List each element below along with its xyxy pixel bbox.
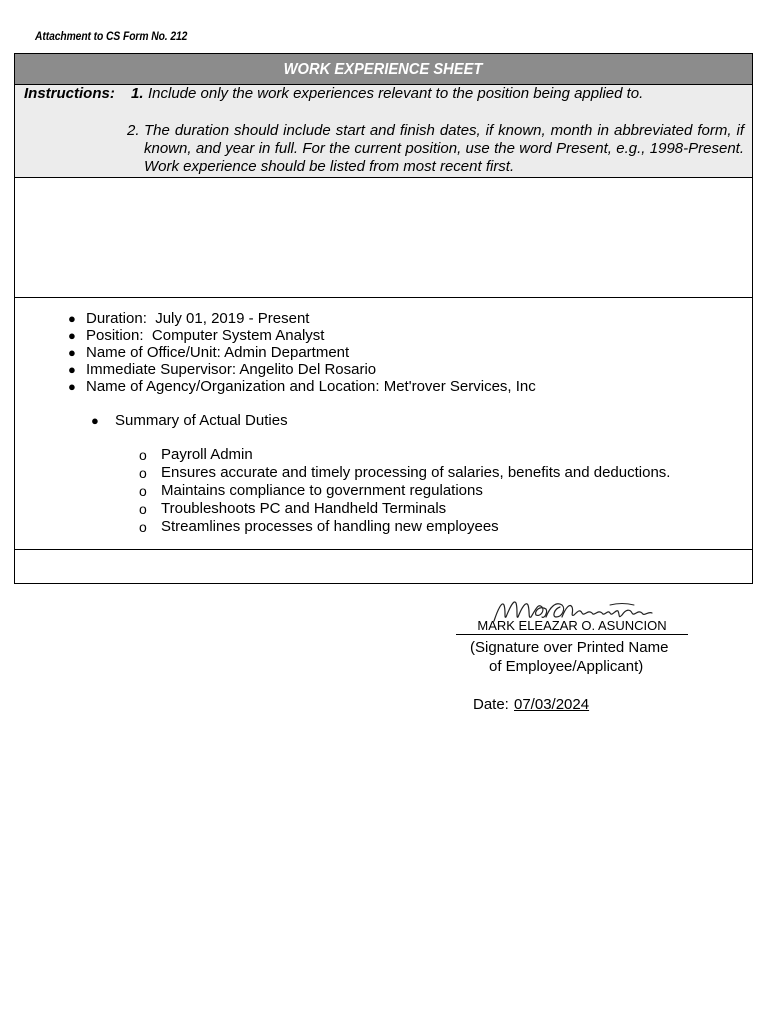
office-value: Admin Department	[224, 344, 350, 361]
sheet-title: WORK EXPERIENCE SHEET	[284, 61, 483, 78]
duration-value: July 01, 2019 - Present	[155, 310, 310, 327]
date-label: Date:	[473, 696, 509, 713]
position-label: Position:	[86, 327, 144, 344]
signer-printed-name: MARK ELEAZAR O. ASUNCION	[456, 618, 688, 635]
position-value: Computer System Analyst	[151, 327, 325, 344]
instruction-number-1: 1.	[131, 85, 144, 102]
sheet-title-bar	[15, 54, 752, 85]
duty-text: Maintains compliance to government regulations	[161, 482, 483, 499]
duty-text: Troubleshoots PC and Handheld Terminals	[161, 500, 447, 517]
signature-caption-line1: (Signature over Printed Name	[470, 639, 669, 656]
duty-text: Ensures accurate and timely processing of salaries, benefits and deductions.	[161, 464, 671, 481]
supervisor-value: Angelito Del Rosario	[239, 361, 377, 378]
instruction-text-2: The duration should include start and finish dates, if known, month in abbreviated form, if known, and year in full. For the current position, use the word Present, e.g., 1998-Present. Work experience should be listed from most recent first.	[144, 122, 744, 175]
instruction-number-2: 2.	[127, 122, 140, 139]
blank-entry-area	[15, 178, 752, 298]
work-experience-sheet	[14, 53, 753, 584]
circle-bullet-icon: o	[139, 447, 147, 463]
circle-bullet-icon: o	[139, 519, 147, 535]
instructions-box	[15, 85, 752, 178]
circle-bullet-icon: o	[139, 501, 147, 517]
bullet-icon: ●	[68, 328, 76, 343]
bullet-icon: ●	[68, 379, 76, 394]
instruction-text-1: Include only the work experiences relevant to the position being applied to.	[148, 85, 644, 102]
agency-value: Met'rover Services, Inc	[383, 378, 536, 395]
duty-text: Streamlines processes of handling new employees	[161, 518, 499, 535]
supervisor-label: Immediate Supervisor:	[86, 361, 237, 378]
work-experience-entry	[15, 298, 752, 550]
bullet-icon: ●	[68, 311, 76, 326]
summary-duties-label: Summary of Actual Duties	[115, 412, 288, 429]
date-value: 07/03/2024	[514, 696, 590, 713]
duty-text: Payroll Admin	[161, 446, 253, 463]
duration-label: Duration:	[86, 310, 147, 327]
instructions-label: Instructions:	[24, 85, 115, 102]
bullet-icon: ●	[68, 362, 76, 377]
signature-caption-line2: of Employee/Applicant)	[489, 658, 644, 675]
attachment-label: Attachment to CS Form No. 212	[35, 29, 188, 43]
bullet-icon: ●	[91, 413, 99, 428]
sheet-footer-row	[15, 550, 752, 583]
circle-bullet-icon: o	[139, 465, 147, 481]
bullet-icon: ●	[68, 345, 76, 360]
circle-bullet-icon: o	[139, 483, 147, 499]
agency-label: Name of Agency/Organization and Location:	[86, 378, 380, 395]
office-label: Name of Office/Unit:	[86, 344, 221, 361]
